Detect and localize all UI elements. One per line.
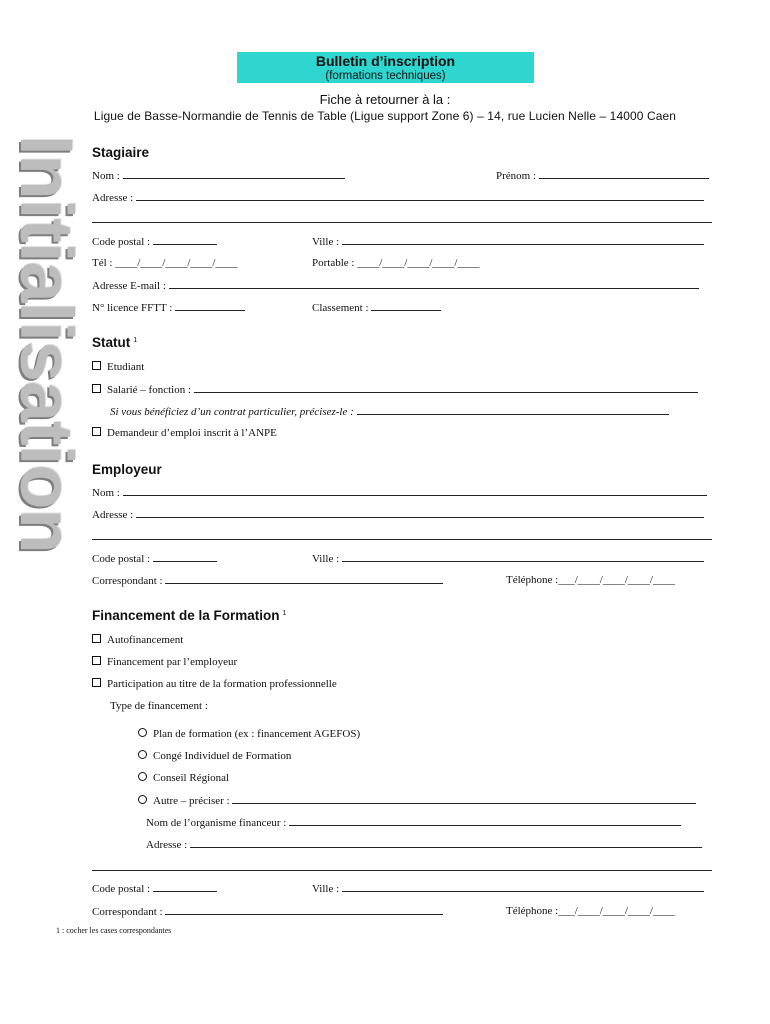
contrat-label: Si vous bénéficiez d’un contrat particulier, précisez-le : <box>110 406 354 418</box>
section-financement-heading <box>92 608 286 623</box>
financement-adresse-field[interactable] <box>146 838 702 851</box>
stagiaire-classement-line[interactable] <box>371 301 441 311</box>
employeur-adresse-line[interactable] <box>136 508 704 518</box>
autre-radio[interactable] <box>138 795 147 804</box>
stagiaire-cp-label: Code postal : <box>92 236 151 248</box>
stagiaire-email-label: Adresse E-mail : <box>92 280 166 292</box>
organisme-field[interactable] <box>146 816 681 829</box>
employeur-cp-line[interactable] <box>153 552 217 562</box>
statut-footnote-marker: 1 <box>133 337 138 344</box>
stagiaire-email-field[interactable] <box>92 279 699 292</box>
section-stagiaire-heading: Stagiaire <box>92 145 150 160</box>
watermark-text: Initialisation <box>5 135 88 553</box>
stagiaire-adresse-line-2[interactable] <box>92 222 712 223</box>
financement-cp-label: Code postal : <box>92 883 151 895</box>
financement-correspondant-field[interactable] <box>92 905 443 918</box>
financement-adresse-line-2[interactable] <box>92 870 712 871</box>
contrat-line[interactable] <box>357 405 669 415</box>
employeur-adresse-line-2[interactable] <box>92 539 712 540</box>
financement-employeur-option[interactable] <box>92 656 237 668</box>
employeur-adresse-field[interactable] <box>92 508 704 521</box>
financement-correspondant-label: Correspondant : <box>92 906 163 918</box>
financement-cp-line[interactable] <box>153 882 217 892</box>
stagiaire-email-line[interactable] <box>169 279 699 289</box>
statut-contrat-field[interactable] <box>110 405 669 418</box>
stagiaire-classement-field[interactable] <box>312 301 441 314</box>
autofinancement-label: Autofinancement <box>107 634 184 646</box>
stagiaire-adresse-label: Adresse : <box>92 192 134 204</box>
statut-demandeur-option[interactable] <box>92 427 277 439</box>
vertical-watermark <box>5 135 88 885</box>
stagiaire-prenom-field[interactable] <box>496 169 709 182</box>
salarie-fonction-line[interactable] <box>194 383 698 393</box>
etudiant-label: Etudiant <box>107 361 145 373</box>
salarie-checkbox[interactable] <box>92 384 101 393</box>
section-statut-heading <box>92 335 137 350</box>
employeur-nom-field[interactable] <box>92 486 707 499</box>
salarie-label: Salarié – fonction : <box>107 384 192 396</box>
stagiaire-classement-label: Classement : <box>312 302 369 314</box>
stagiaire-adresse-field[interactable] <box>92 191 704 204</box>
stagiaire-ville-line[interactable] <box>342 235 704 245</box>
plan-formation-label: Plan de formation (ex : financement AGEFOS) <box>153 728 361 740</box>
form-subtitle: (formations techniques) <box>325 70 446 82</box>
financement-participation-option[interactable] <box>92 678 337 690</box>
conseil-regional-label: Conseil Régional <box>153 772 230 784</box>
stagiaire-licence-label: N° licence FFTT : <box>92 302 173 314</box>
plan-formation-radio[interactable] <box>138 728 147 737</box>
option-autre[interactable] <box>138 794 696 807</box>
conge-individuel-label: Congé Individuel de Formation <box>153 750 292 762</box>
employeur-cp-field[interactable] <box>92 552 217 565</box>
employeur-ville-label: Ville : <box>312 553 340 565</box>
stagiaire-nom-field[interactable] <box>92 169 345 182</box>
conseil-regional-radio[interactable] <box>138 772 147 781</box>
financement-telephone-field[interactable]: Téléphone :___/____/____/____/____ <box>506 905 675 917</box>
employeur-ville-field[interactable] <box>312 552 704 565</box>
section-employeur-heading: Employeur <box>92 462 162 477</box>
financement-adresse-label: Adresse : <box>146 839 188 851</box>
stagiaire-licence-field[interactable] <box>92 301 245 314</box>
financement-adresse-line[interactable] <box>190 838 702 848</box>
stagiaire-ville-field[interactable] <box>312 235 704 248</box>
stagiaire-adresse-line[interactable] <box>136 191 704 201</box>
financement-employeur-checkbox[interactable] <box>92 656 101 665</box>
title-banner <box>237 52 534 83</box>
employeur-correspondant-label: Correspondant : <box>92 575 163 587</box>
employeur-telephone-field[interactable]: Téléphone :___/____/____/____/____ <box>506 574 675 586</box>
employeur-ville-line[interactable] <box>342 552 704 562</box>
employeur-nom-label: Nom : <box>92 487 120 499</box>
option-conseil-regional[interactable] <box>138 772 229 784</box>
employeur-nom-line[interactable] <box>123 486 707 496</box>
statut-salarie-option[interactable] <box>92 383 698 396</box>
financement-footnote-marker: 1 <box>282 610 287 617</box>
stagiaire-cp-line[interactable] <box>153 235 217 245</box>
demandeur-checkbox[interactable] <box>92 427 101 436</box>
stagiaire-nom-line[interactable] <box>123 169 345 179</box>
statut-etudiant-option[interactable] <box>92 361 144 373</box>
conge-individuel-radio[interactable] <box>138 750 147 759</box>
etudiant-checkbox[interactable] <box>92 361 101 370</box>
stagiaire-nom-label: Nom : <box>92 170 120 182</box>
employeur-cp-label: Code postal : <box>92 553 151 565</box>
financement-heading-text: Financement de la Formation <box>92 608 280 623</box>
footnote: 1 : cocher les cases correspondantes <box>56 926 172 935</box>
type-financement-label: Type de financement : <box>110 700 208 712</box>
autofinancement-checkbox[interactable] <box>92 634 101 643</box>
financement-ville-line[interactable] <box>342 882 704 892</box>
autre-line[interactable] <box>232 794 696 804</box>
financement-auto-option[interactable] <box>92 634 183 646</box>
autre-label: Autre – préciser : <box>153 795 230 807</box>
return-address: Ligue de Basse-Normandie de Tennis de Table (Ligue support Zone 6) – 14, rue Lucien Nelle – 14000 Caen <box>93 109 677 123</box>
option-plan-formation[interactable] <box>138 728 360 740</box>
demandeur-label: Demandeur d’emploi inscrit à l’ANPE <box>107 427 277 439</box>
employeur-correspondant-field[interactable] <box>92 574 443 587</box>
stagiaire-prenom-label: Prénom : <box>496 170 537 182</box>
form-title: Bulletin d’inscription <box>315 53 456 69</box>
stagiaire-tel-field[interactable]: Tél : ____/____/____/____/____ <box>92 257 238 269</box>
financement-correspondant-line[interactable] <box>165 905 443 915</box>
financement-employeur-label: Financement par l’employeur <box>107 656 238 668</box>
stagiaire-prenom-line[interactable] <box>539 169 709 179</box>
financement-cp-field[interactable] <box>92 882 217 895</box>
stagiaire-ville-label: Ville : <box>312 236 340 248</box>
stagiaire-cp-field[interactable] <box>92 235 217 248</box>
organisme-label: Nom de l’organisme financeur : <box>146 817 287 829</box>
statut-heading-text: Statut <box>92 335 131 350</box>
stagiaire-portable-field[interactable]: Portable : ____/____/____/____/____ <box>312 257 480 269</box>
financement-ville-label: Ville : <box>312 883 340 895</box>
participation-label: Participation au titre de la formation professionnelle <box>107 678 337 690</box>
return-to-label: Fiche à retourner à la : <box>319 92 451 107</box>
stagiaire-licence-line[interactable] <box>175 301 245 311</box>
financement-ville-field[interactable] <box>312 882 704 895</box>
participation-checkbox[interactable] <box>92 678 101 687</box>
employeur-adresse-label: Adresse : <box>92 509 134 521</box>
organisme-line[interactable] <box>289 816 681 826</box>
option-conge-individuel[interactable] <box>138 750 291 762</box>
employeur-correspondant-line[interactable] <box>165 574 443 584</box>
